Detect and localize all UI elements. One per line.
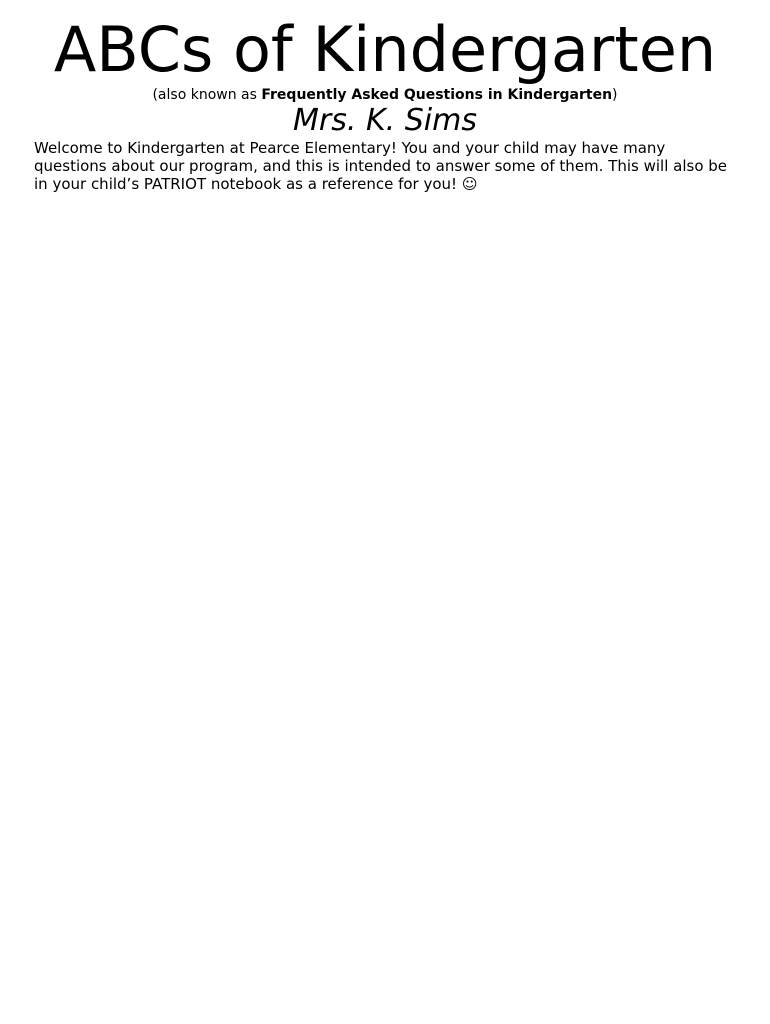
teacher-name: Mrs. K. Sims	[293, 103, 477, 138]
subtitle-prefix: (also known as	[152, 87, 262, 103]
intro-paragraph	[34, 139, 744, 193]
subtitle-suffix: )	[612, 87, 618, 103]
subtitle-bold: Frequently Asked Questions in Kindergarten	[261, 87, 613, 103]
intro-line: Welcome to Kindergarten at Pearce Elementary! You and your child may have many	[34, 139, 666, 157]
intro-line: questions about our program, and this is intended to answer some of them. This will also be	[34, 157, 728, 175]
intro-line: in your child’s PATRIOT notebook as a reference for you! ☺	[34, 175, 478, 193]
page-title: ABCs of Kindergarten	[53, 13, 717, 86]
